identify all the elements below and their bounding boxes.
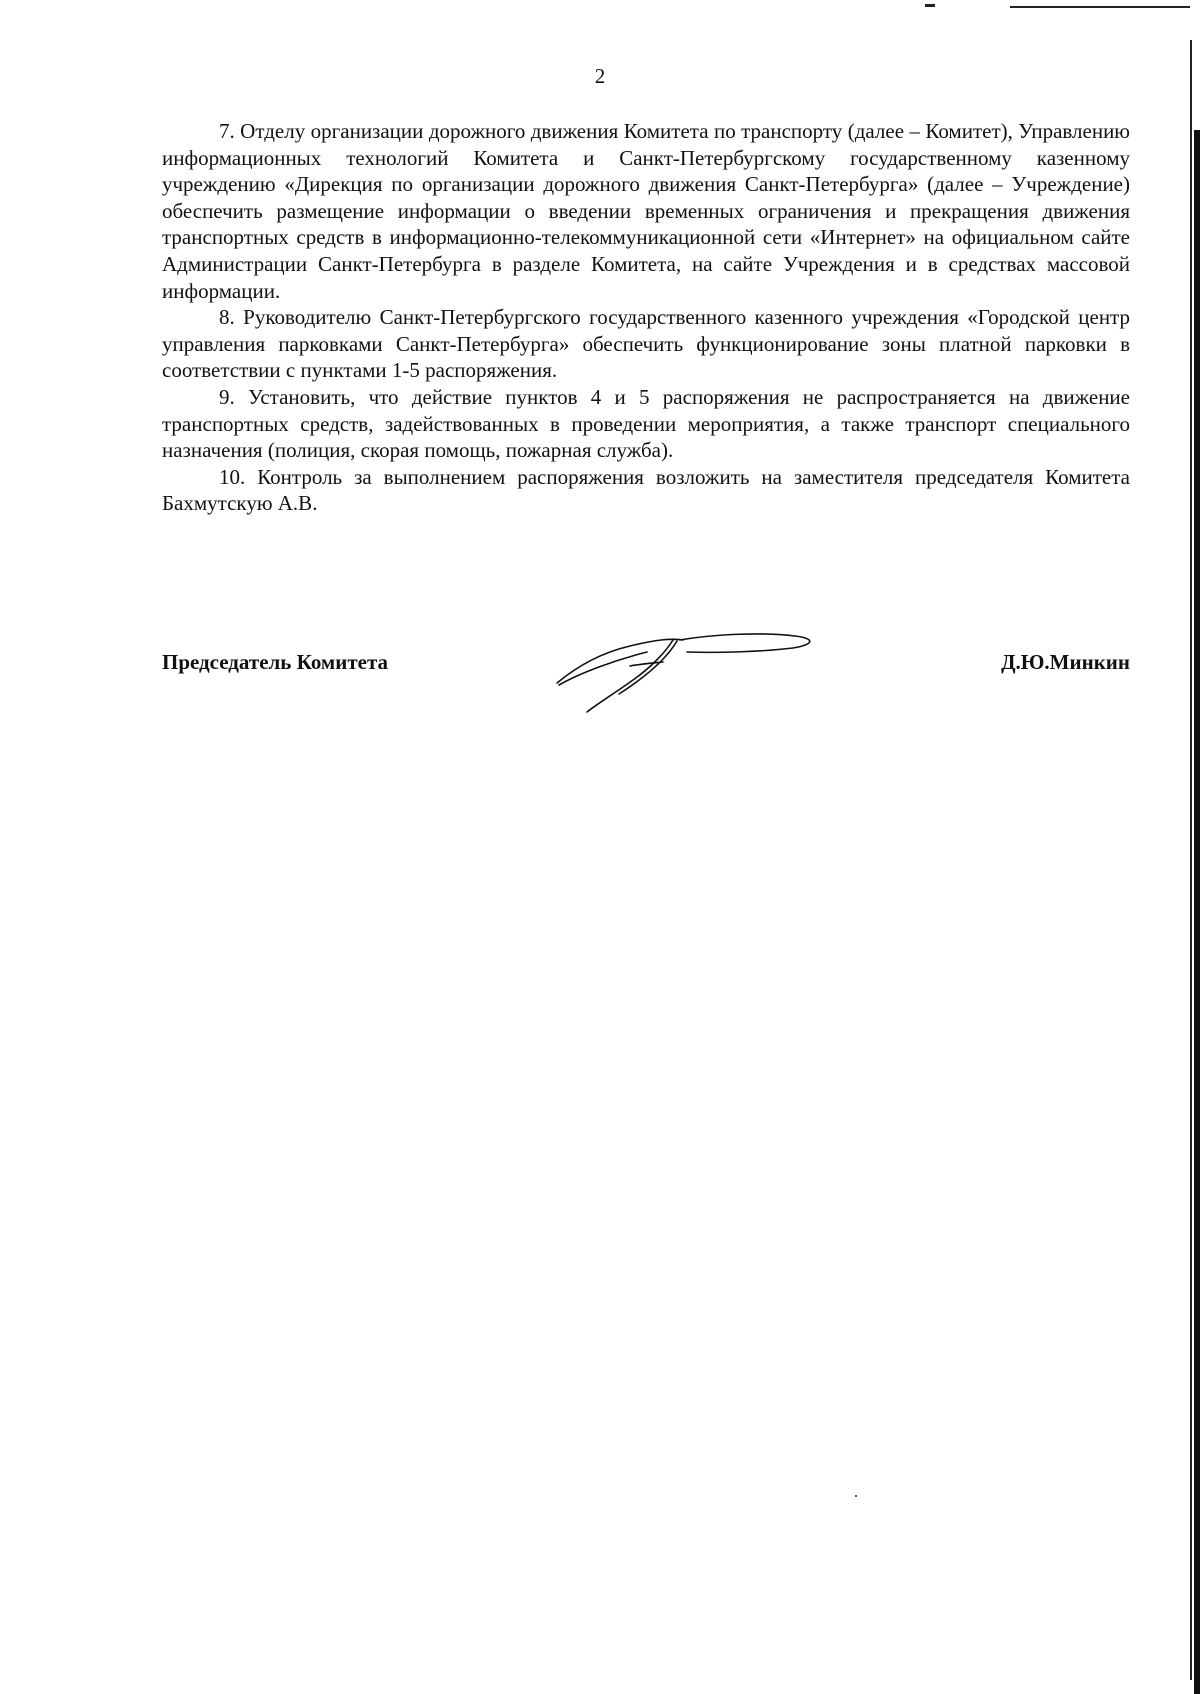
scan-artifact (855, 1495, 857, 1497)
signatory-title: Председатель Комитета (162, 650, 389, 674)
document-body (162, 118, 1130, 517)
scan-artifact (925, 4, 935, 7)
page-number: 2 (594, 64, 606, 88)
scan-artifact (1010, 6, 1190, 8)
scan-edge (1194, 130, 1200, 1694)
paragraph-10: 10. Контроль за выполнением распоряжения возложить на заместителя председателя Комитета Бахмутскую А.В. (162, 464, 1130, 516)
paragraph-8: 8. Руководителю Санкт-Петербургского государственного казенного учреждения «Городской центр управления парковками Санкт-Петербурга» обеспечить функционирование зоны платной парковки в соответствии с пунктами 1-5 распоряжения. (162, 305, 1130, 383)
handwritten-signature (555, 628, 825, 718)
scan-artifact (1190, 40, 1192, 1680)
signatory-name: Д.Ю.Минкин (1001, 650, 1130, 674)
paragraph-9: 9. Установить, что действие пунктов 4 и 5 распоряжения не распространяется на движение транспортных средств, задействованных в проведении мероприятия, а также транспорт специального назначения (полиция, скорая помощь, пожарная служба). (162, 384, 1130, 463)
paragraph-7: 7. Отделу организации дорожного движения Комитета по транспорту (далее – Комитет), Управлению информационных технологий Комитета и Санкт-Петербургскому государственному казенному учреждению «Дирекция по организации дорожного движения Санкт-Петербурга» (далее – Учреждение) обеспечить размещение информации о введении временных ограничения и прекращения движения транспортных средств в информационно-телекоммуникационной сети «Интернет» на официальном сайте Администрации Санкт-Петербурга в разделе Комитета, на сайте Учреждения и в средствах массовой информации. (162, 119, 1130, 303)
